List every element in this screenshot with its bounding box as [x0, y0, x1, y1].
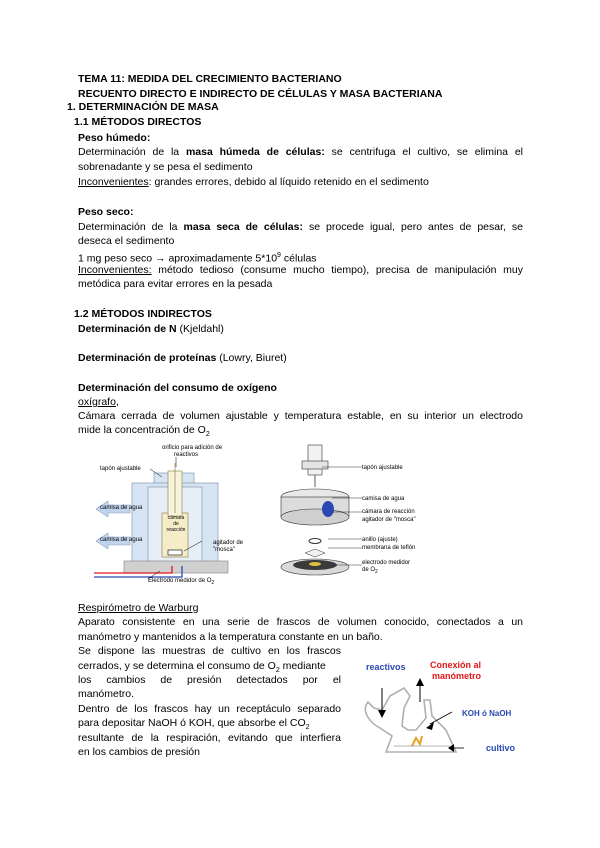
dry-weight-line4: metódica para evitar errores en la pesada	[78, 278, 273, 290]
fig1-label-tapon: tapón ajustable	[100, 466, 141, 472]
fig3-label-conexion: Conexión al manómetro	[430, 660, 482, 681]
subsection-metodos-directos: 1.1 MÉTODOS DIRECTOS	[74, 116, 202, 128]
warburg-p2-line1: Se dispone las muestras de cultivo en los frascos	[78, 645, 341, 657]
doc-title: TEMA 11: MEDIDA DEL CRECIMIENTO BACTERIANO	[78, 73, 342, 85]
fig1-label-electrodo: Electrodo medidor de $O_2$	[148, 578, 215, 587]
warburg-p2-line2: cerrados, y se determina el consumo de $O_2$ mediante	[78, 660, 326, 675]
dry-weight-line1: Determinación de la masa seca de células: se procede igual, pero antes de pesar, se	[78, 221, 523, 233]
section-heading-masa: 1. DETERMINACIÓN DE MASA	[67, 101, 219, 113]
subsection-metodos-indirectos: 1.2 MÉTODOS INDIRECTOS	[74, 308, 212, 320]
warburg-p3-line1: Dentro de los frascos hay un receptáculo separado	[78, 703, 341, 715]
dry-weight-line2: deseca el sedimento	[78, 235, 175, 247]
oxygraph-label: oxígrafo,	[78, 396, 119, 408]
fig2-label-anillo: anillo (ajuste)	[362, 537, 398, 543]
fig2-leader-lines	[322, 455, 362, 575]
fig2-label-tapon: tapón ajustable	[362, 465, 403, 471]
fig2-label-membrana: membrana de teflón	[362, 545, 416, 551]
warburg-p1-line1: Aparato consistente en una serie de frascos de volumen conocido, conectados a un	[78, 616, 523, 628]
fig1-label-reactivos: reactivos	[174, 452, 199, 458]
wet-weight-title: Peso húmedo:	[78, 132, 151, 144]
fig1-label-agitador: agitador de "mosca"	[213, 540, 244, 553]
fig2-label-agitador: agitador de "mosca"	[362, 517, 416, 523]
protein-method: Determinación de proteínas (Lowry, Biuret)	[78, 352, 287, 364]
fig3-label-cultivo: cultivo	[486, 743, 516, 753]
dry-weight-title: Peso seco:	[78, 206, 134, 218]
dry-weight-equivalence: 1 mg peso seco → aproximadamente $5*10^9$ células	[78, 252, 317, 265]
fig1-label-camisa-1: camisa de agua	[100, 505, 143, 511]
oxygen-consumption-title: Determinación del consumo de oxígeno	[78, 382, 277, 394]
doc-subtitle: RECUENTO DIRECTO E INDIRECTO DE CÉLULAS Y MASA BACTERIANA	[78, 88, 443, 100]
dry-weight-drawbacks: Inconvenientes: método tedioso (consume mucho tiempo), precisa de manipulación muy	[78, 264, 523, 276]
warburg-p3-line4: en los cambios de presión	[78, 746, 200, 758]
warburg-p1-line2: manómetro y mantenidos a la temperatura constante en un baño.	[78, 631, 383, 643]
warburg-title: Respirómetro de Warburg	[78, 602, 199, 614]
fig1-label-camara: cámara de reacción	[166, 515, 186, 533]
warburg-p3-line2: para depositar NaOH ó KOH, que absorbe el $CO_2$	[78, 717, 310, 732]
warburg-p2-line4: manómetro.	[78, 688, 135, 700]
nitrogen-method: Determinación de N (Kjeldahl)	[78, 323, 224, 335]
fig3-label-reactivos: reactivos	[366, 662, 406, 672]
fig3-label-koh: KOH ó NaOH	[462, 709, 512, 718]
fig1-label-orificio: orificio para adición de	[162, 445, 223, 451]
oxygraph-line1: Cámara cerrada de volumen ajustable y temperatura estable, en su interior un electrodo	[78, 410, 523, 422]
wet-weight-line2: sobrenadante y se pesa el sedimento	[78, 161, 253, 173]
wet-weight-drawbacks: Inconvenientes: grandes errores, debido al líquido retenido en el sedimento	[78, 176, 429, 188]
wet-weight-line1: Determinación de la masa húmeda de células: se centrifuga el cultivo, se elimina el	[78, 146, 523, 158]
fig2-label-camara: cámara de reacción	[362, 509, 415, 515]
fig2-label-electrodo: electrodo medidor de $O_2$	[362, 560, 411, 576]
warburg-p3-line3: resultante de la respiración, evitando que interfiera	[78, 732, 341, 744]
fig2-label-camisa: camisa de agua	[362, 496, 405, 502]
warburg-p2-line3: los cambios de presión detectados por el	[78, 674, 341, 686]
fig1-label-camisa-2: camisa de agua	[100, 537, 143, 543]
oxygraph-line2: mide la concentración de $O_2$	[78, 424, 210, 439]
